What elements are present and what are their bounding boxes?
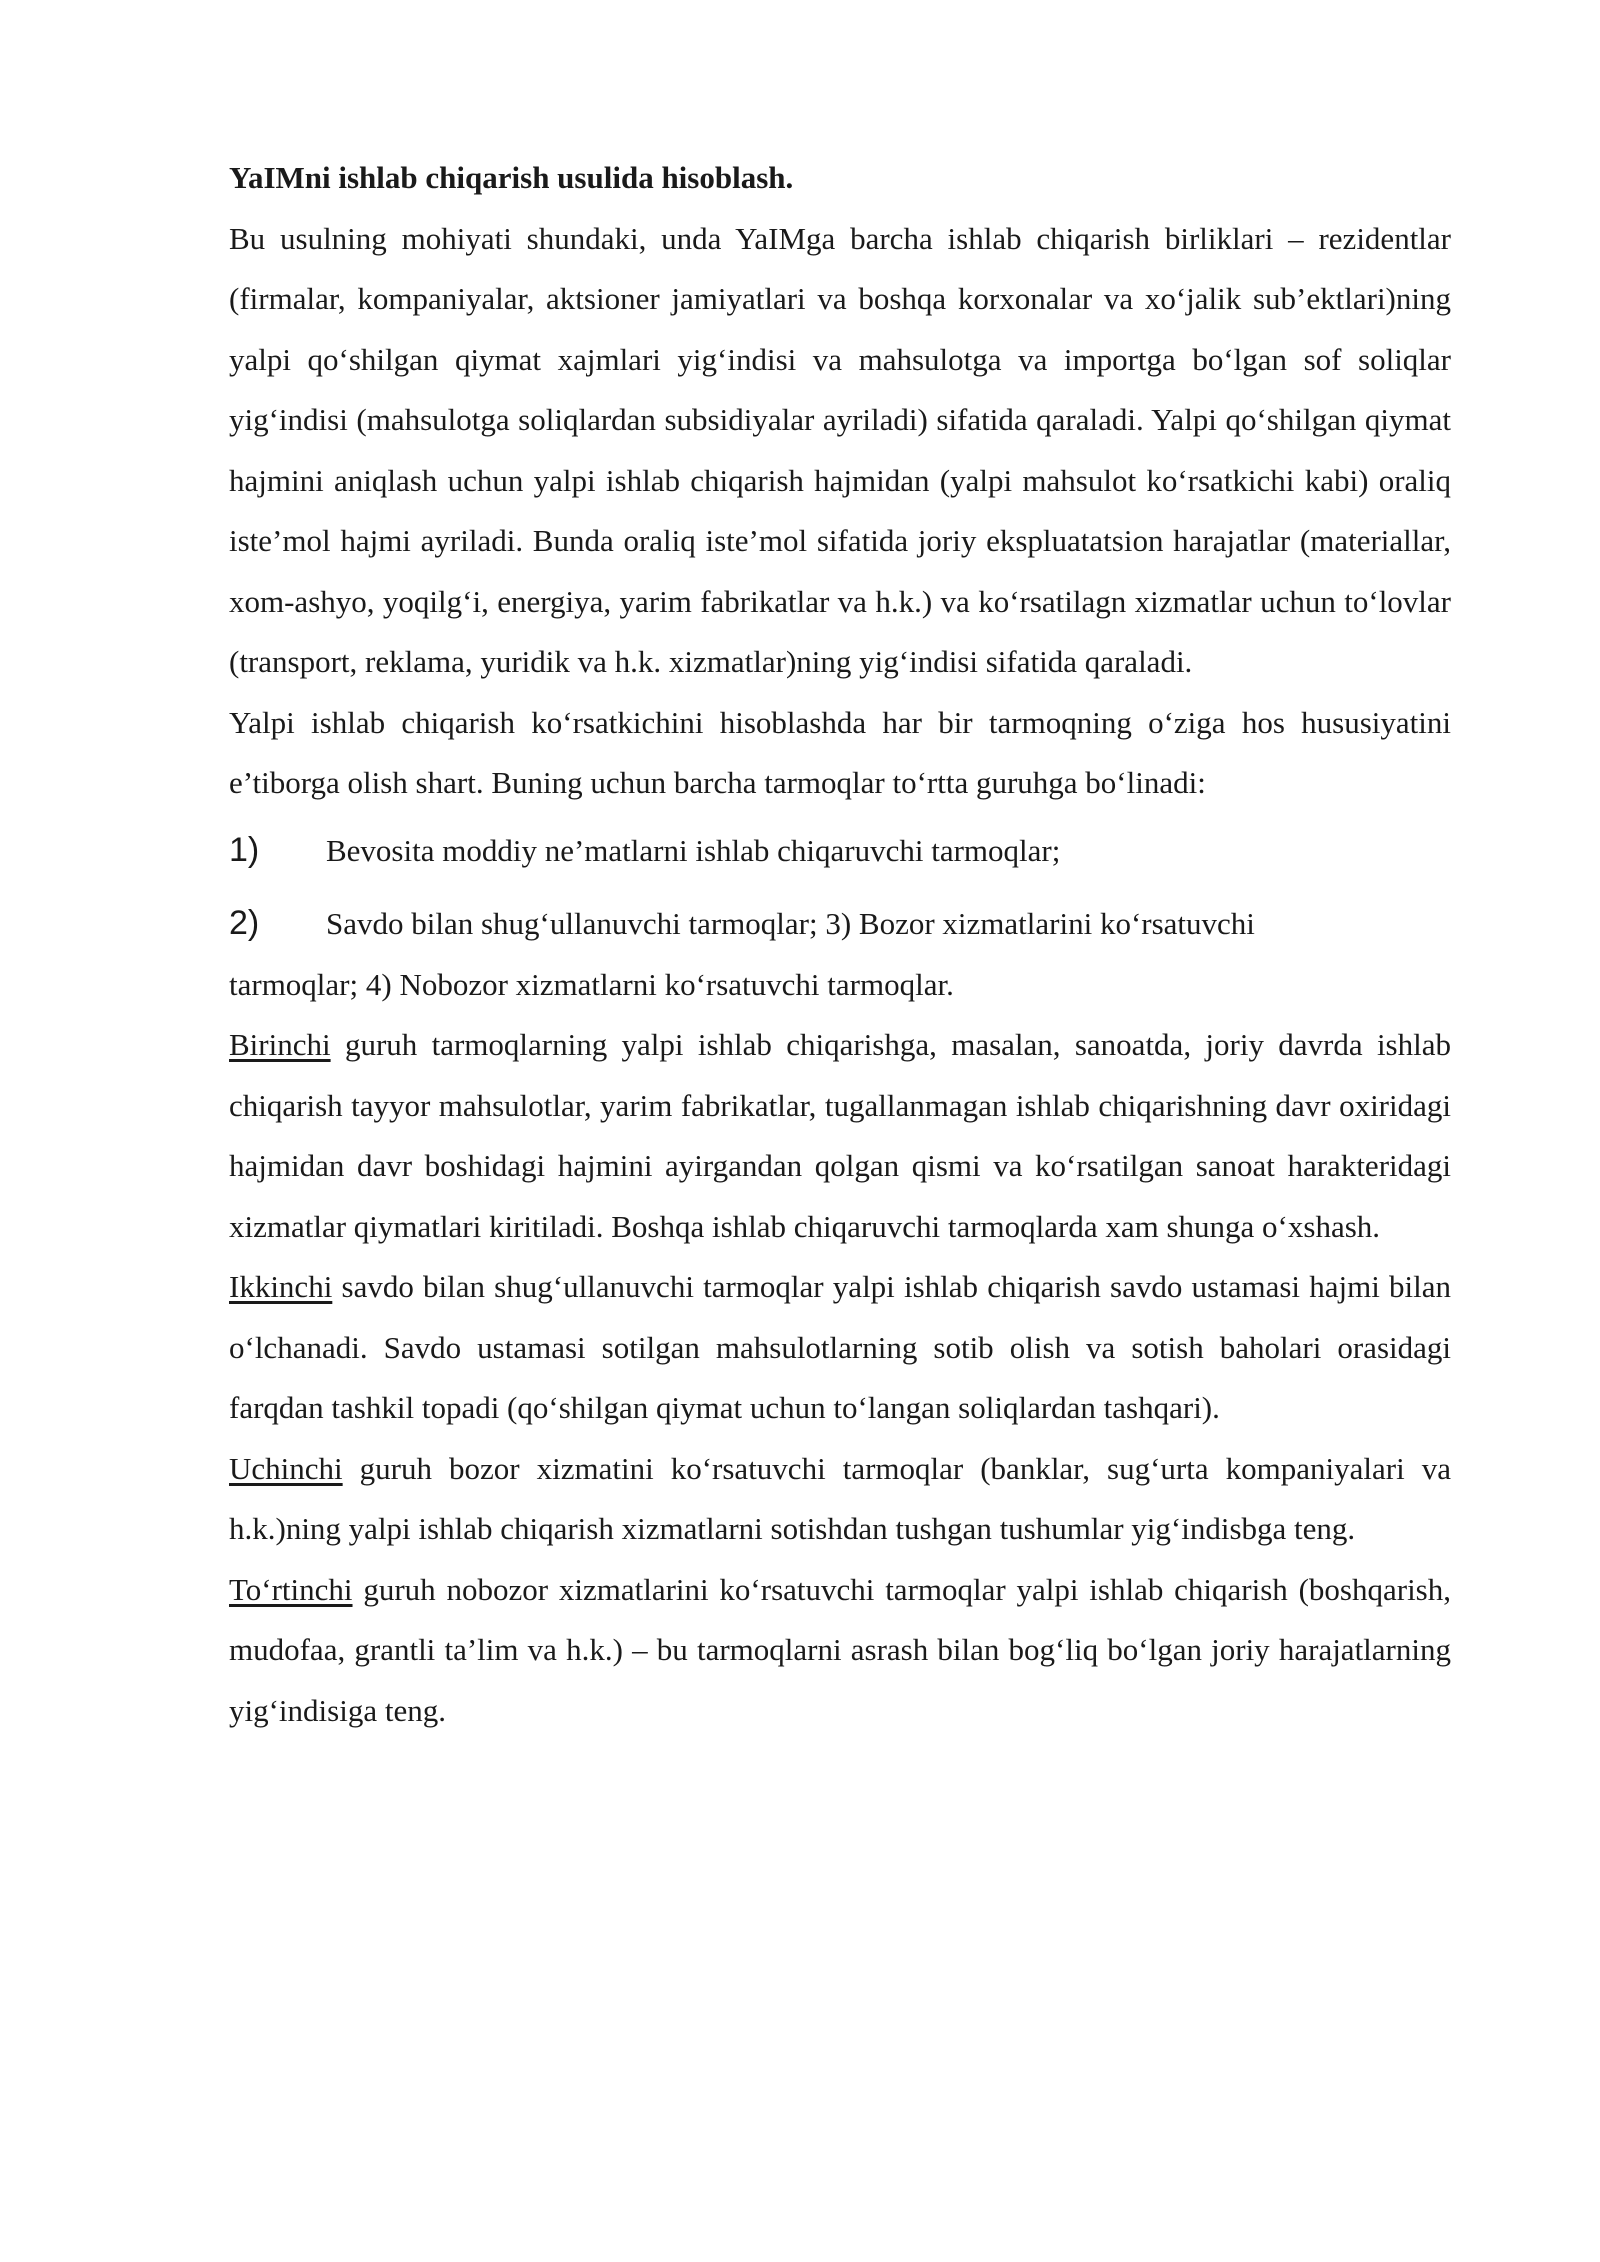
list-item-1 <box>229 820 1451 882</box>
group-text-second: savdo bilan shug‘ullanuvchi tarmoqlar yalpi ishlab chiqarish savdo ustamasi hajmi bilan o‘lchanadi. Savdo ustamasi sotilgan mahsulotlarning sotib olish va sotish baholari orasidagi farqdan tashkil topadi (qo‘shilgan qiymat uchun to‘langan soliqlardan tashqari). <box>229 1269 1451 1425</box>
group-paragraph-first <box>229 1015 1451 1257</box>
group-label-third: Uchinchi <box>229 1450 343 1486</box>
list-item-2 <box>229 893 1451 1015</box>
group-paragraph-third <box>229 1439 1451 1560</box>
group-label-first: Birinchi <box>229 1027 331 1062</box>
list-item-text: Savdo bilan shug‘ullanuvchi tarmoqlar; 3) Bozor xizmatlarini ko‘rsatuvchi <box>326 906 1255 941</box>
document-title: YaIMni ishlab chiqarish usulida hisoblash. <box>229 160 794 195</box>
list-number: 1) <box>229 830 260 869</box>
group-label-second: Ikkinchi <box>229 1269 333 1304</box>
group-text-fourth: guruh nobozor xizmatlarini ko‘rsatuvchi tarmoqlar yalpi ishlab chiqarish (boshqarish, mudofaa, grantli ta’lim va h.k.) – bu tarmoqlarni asrash bilan bog‘liq bo‘lgan joriy harajatlarning yig‘indisiga teng. <box>229 1571 1451 1728</box>
group-paragraph-fourth <box>229 1560 1451 1742</box>
intro-paragraph: Bu usulning mohiyati shundaki, unda YaIMga barcha ishlab chiqarish birliklari – rezidentlar (firmalar, kompaniyalar, aktsioner jamiyatlari va boshqa korxonalar va xo‘jalik sub’ektlari)ning yalpi qo‘shilgan qiymat xajmlari yig‘indisi va mahsulotga va importga bo‘lgan sof soliqlar yig‘indisi (mahsulotga soliqlardan subsidiyalar ayriladi) sifatida qaraladi. Yalpi qo‘shilgan qiymat hajmini aniqlash uchun yalpi ishlab chiqarish hajmidan (yalpi mahsulot ko‘rsatkichi kabi) oraliq iste’mol hajmi ayriladi. Bunda oraliq iste’mol sifatida joriy ekspluatatsion harajatlar (materiallar, xom-ashyo, yoqilg‘i, energiya, yarim fabrikatlar va h.k.) va ko‘rsatilagn xizmatlar uchun to‘lovlar (transport, reklama, yuridik va h.k. xizmatlar)ning yig‘indisi sifatida qaraladi. <box>229 220 1451 679</box>
group-paragraph-second <box>229 1257 1451 1439</box>
group-text-third: guruh bozor xizmatini ko‘rsatuvchi tarmoqlar (banklar, sug‘urta kompaniyalari va h.k.)ning yalpi ishlab chiqarish xizmatlarni sotishdan tushgan tushumlar yig‘indisbga teng. <box>229 1450 1451 1546</box>
list-number: 2) <box>229 904 260 942</box>
group-text-first: guruh tarmoqlarning yalpi ishlab chiqarishga, masalan, sanoatda, joriy davrda ishlab chiqarish tayyor mahsulotlar, yarim fabrikatlar, tugallanmagan ishlab chiqarishning davr oxiridagi hajmidan davr boshidagi hajmini ayirgandan qolgan qismi va ko‘rsatilgan sanoat harakteridagi xizmatlar qiymatlari kiritiladi. Boshqa ishlab chiqaruvchi tarmoqlarda xam shunga o‘xshash. <box>229 1027 1451 1244</box>
list-item-text-continuation: tarmoqlar; 4) Nobozor xizmatlarni ko‘rsatuvchi tarmoqlar. <box>229 966 954 1002</box>
list-item-text: Bevosita moddiy ne’matlarni ishlab chiqaruvchi tarmoqlar; <box>326 832 1061 868</box>
groups-intro-paragraph: Yalpi ishlab chiqarish ko‘rsatkichini hisoblashda har bir tarmoqning o‘ziga hos hususiyatini e’tiborga olish shart. Buning uchun barcha tarmoqlar to‘rtta guruhga bo‘linadi: <box>229 704 1451 800</box>
group-label-fourth: To‘rtinchi <box>229 1571 353 1607</box>
document-page <box>229 148 1451 1741</box>
